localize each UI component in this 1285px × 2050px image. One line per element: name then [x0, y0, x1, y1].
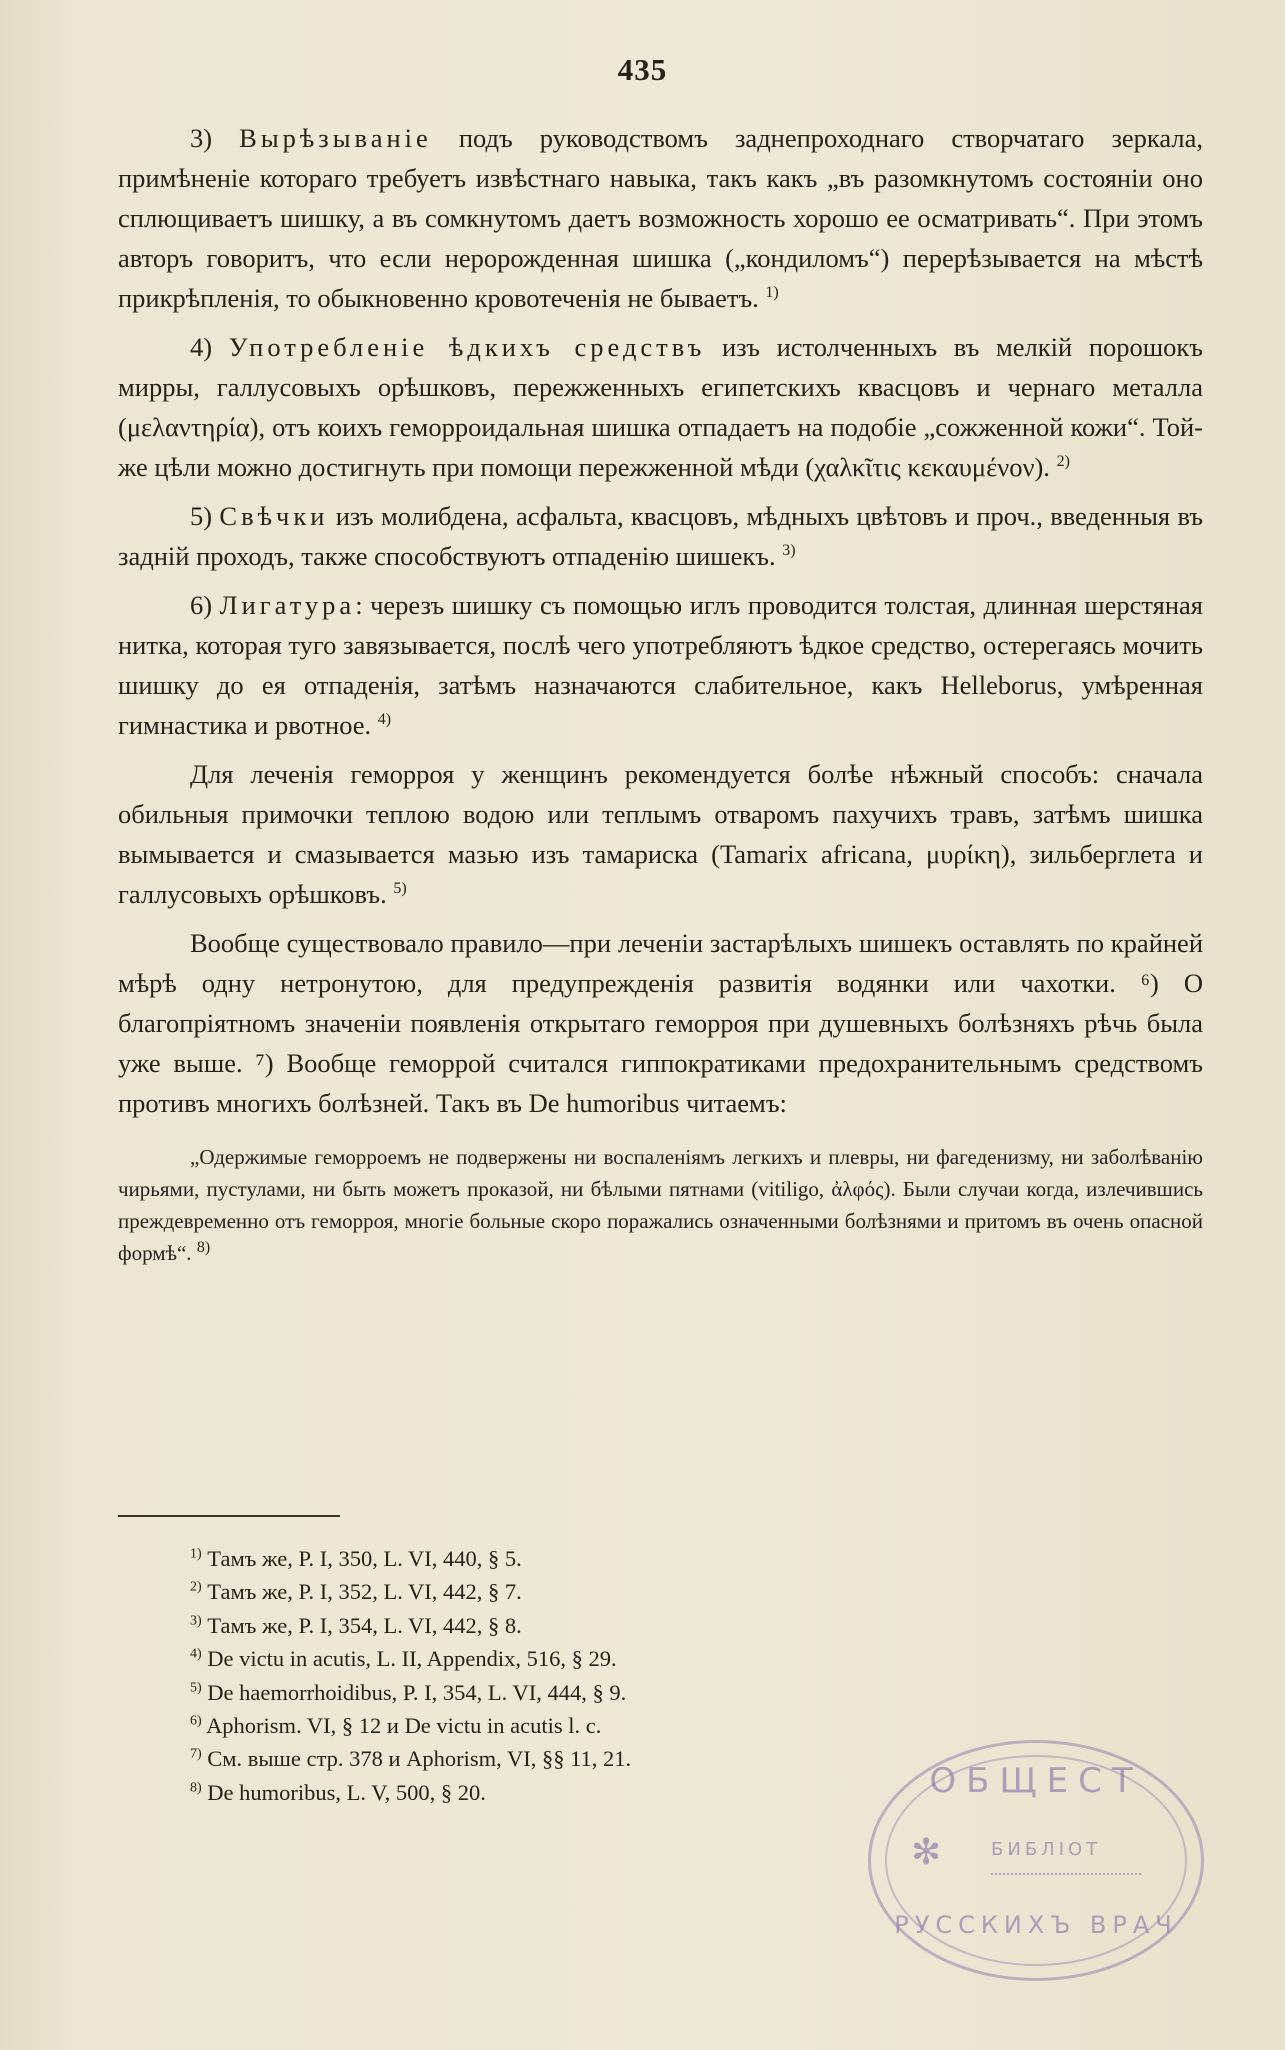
footnote-mark: 7): [190, 1746, 202, 1762]
stamp-top-text: ОБЩЕСТ: [929, 1761, 1143, 1801]
footnote-mark: 6): [190, 1713, 202, 1729]
page-number: 435: [617, 52, 668, 87]
paragraph-2: [118, 327, 1203, 487]
footnote: [190, 1642, 950, 1675]
footnote-ref: 3): [782, 542, 796, 560]
paragraph-5: [118, 754, 1203, 914]
footnote-divider: [118, 1515, 340, 1517]
paragraph-heading: Вырѣзываніе: [239, 123, 432, 153]
paragraph-text: изъ истолченныхъ въ мелкій порошокъ мирры, галлусовыхъ орѣшковъ, пережженныхъ египетскихъ квасцовъ и чернаго металла (μελαντηρία), отъ коихъ геморроидальная шишка отпадаетъ на подобіе „сожженной кожи“. Той-же цѣли можно достигнуть при помощи пережженной мѣди (χαλκῖτις κεκαυμένον).: [118, 332, 1203, 482]
footnote-text: Тамъ же, P. I, 350, L. VI, 440, § 5.: [207, 1546, 522, 1571]
paragraph-heading: Употребленіе ѣдкихъ средствъ: [228, 332, 706, 362]
footnote-mark: 8): [190, 1780, 202, 1796]
footnote-mark: 1): [190, 1546, 202, 1562]
footnote-text: Aphorism. VI, § 12 и De victu in acutis l. c.: [206, 1713, 602, 1739]
paragraph-1: [118, 118, 1203, 318]
footnote: [190, 1609, 950, 1642]
footnote-mark: 2): [190, 1579, 202, 1595]
footnote: [190, 1776, 950, 1809]
footnote: [190, 1575, 950, 1608]
footnote-text: De haemorrhoidibus, P. I, 354, L. VI, 444, § 9.: [207, 1679, 627, 1705]
paragraph-lead: 5): [190, 501, 220, 531]
star-icon: ✻: [911, 1832, 942, 1872]
footnote-text: Тамъ же, P. I, 352, L. VI, 442, § 7.: [207, 1579, 522, 1605]
paragraph-heading: Свѣчки: [219, 501, 329, 531]
footnote-mark: 5): [190, 1680, 202, 1696]
footnotes: [190, 1542, 950, 1809]
footnote: [190, 1542, 950, 1575]
paragraph-lead: 4): [190, 332, 229, 362]
footnote: [190, 1709, 950, 1742]
paragraph-text: подъ руководствомъ заднепроходнаго створчатаго зеркала, примѣненіе котораго требуетъ извѣстнаго навыка, такъ какъ „въ разомкнутомъ состояніи оно сплющиваетъ шишку, а въ сомкнутомъ даетъ возможность хорошо ее осматривать“. При этомъ авторъ говоритъ, что если неророжденная шишка („кондиломъ“) перерѣзывается на мѣстѣ прикрѣпленія, то обыкновенно кровотеченія не бываетъ.: [118, 123, 1204, 313]
stamp-number-line: [991, 1873, 1141, 1875]
paragraph-4: [118, 585, 1203, 745]
paragraph-heading: Лигатура: [219, 590, 356, 620]
footnote-mark: 4): [190, 1646, 202, 1662]
footnote-mark: 3): [190, 1613, 202, 1629]
footnote-text: См. выше стр. 378 и Aphorism, VI, §§ 11, 21.: [207, 1746, 632, 1772]
footnote-ref: 4): [377, 711, 392, 729]
footnote-text: De victu in acutis, L. II, Appendix, 516, § 29.: [207, 1646, 617, 1672]
stamp-bottom-text: РУССКИХЪ ВРАЧ: [894, 1911, 1178, 1939]
footnote-text: Тамъ же, P. I, 354, L. VI, 442, § 8.: [207, 1612, 522, 1638]
paragraph-6: [118, 923, 1203, 1123]
block-quote: [118, 1141, 1203, 1269]
footnote-ref: 2): [1056, 453, 1070, 471]
paragraph-text: Вообще существовало правило—при леченіи застарѣлыхъ шишекъ оставлять по крайней мѣрѣ одну нетронутою, для предупрежденія развитія водянки или чахотки. ⁶) О благопріятномъ значеніи появленія открытаго геморроя при душевныхъ болѣзняхъ рѣчь была уже выше. ⁷) Вообще геморрой считался гиппократиками предохранительнымъ средствомъ противъ многихъ болѣзней. Такъ въ De humoribus читаемъ:: [118, 928, 1203, 1118]
quote-text: „Одержимые геморроемъ не подвержены ни воспаленіямъ легкихъ и плевры, ни фагеденизму, ни заболѣванію чирьями, пустулами, ни быть можетъ проказой, ни бѣлыми пятнами (vitiligo, ἀλφός). Были случаи когда, излечившись преждевременно отъ геморроя, многіе больные скоро поражались означенными болѣзнями и притомъ въ очень опасной формѣ“.: [118, 1145, 1203, 1265]
footnote-text: De humoribus, L. V, 500, § 20.: [207, 1779, 486, 1805]
paragraph-lead: 6): [190, 590, 220, 620]
footnote-ref: 1): [765, 284, 779, 302]
footnote: [190, 1676, 950, 1709]
main-text: [118, 118, 1203, 1269]
paragraph-3: [118, 496, 1203, 576]
stamp-middle-text: БИБЛІОТ: [991, 1839, 1102, 1860]
footnote-ref: 5): [393, 880, 407, 898]
library-stamp: [868, 1740, 1204, 1981]
paragraph-text: : черезъ шишку съ помощью иглъ проводится толстая, длинная шерстяная нитка, которая туго завязывается, послѣ чего употребляютъ ѣдкое средство, остерегаясь мочить шишку до ея отпаденія, затѣмъ назначаются слабительное, какъ Helleborus, умѣренная гимнастика и рвотное.: [118, 590, 1203, 740]
paragraph-text: Для леченія геморроя у женщинъ рекомендуется болѣе нѣжный способъ: сначала обильныя примочки теплою водою или теплымъ отваромъ пахучихъ травъ, затѣмъ шишка вымывается и смазывается мазью изъ тамариска (Tamarix africana, μυρίκη), зильберглета и галлусовыхъ орѣшковъ.: [118, 759, 1203, 909]
footnote-ref: 8): [196, 1239, 211, 1256]
paragraph-text: изъ молибдена, асфальта, квасцовъ, мѣдныхъ цвѣтовъ и проч., введенныя въ задній проходъ, также способствуютъ отпаденію шишекъ.: [118, 501, 1204, 571]
footnote: [190, 1742, 950, 1775]
paragraph-lead: 3): [190, 123, 240, 153]
